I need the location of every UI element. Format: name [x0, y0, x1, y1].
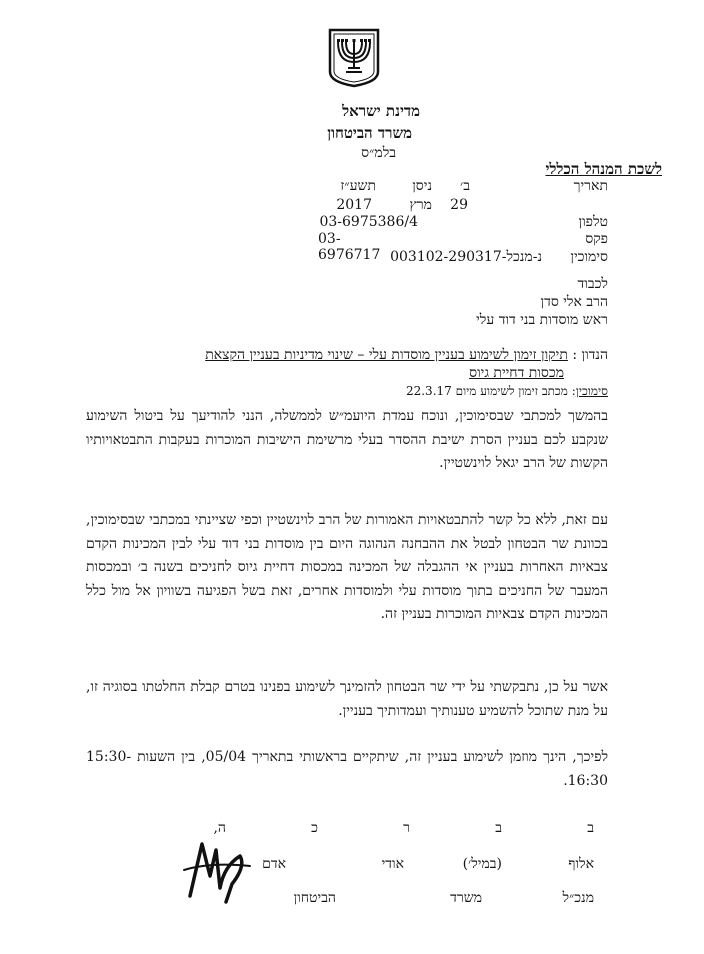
- subject-line-2: [124, 364, 564, 382]
- classification: בלמ״ס: [361, 145, 396, 161]
- signatory-last-name: אדם: [262, 856, 286, 872]
- closing-letter: ה,: [213, 820, 226, 836]
- hebrew-year: תשע״ז: [340, 178, 376, 194]
- subject-text-1: תיקון זימון לשימוע בעניין מוסדות עלי – שינוי מדיניות בעניין הקצאת: [205, 347, 568, 363]
- greg-day: 29: [450, 197, 468, 213]
- subject-reference: [88, 382, 608, 400]
- addressee-to: לכבוד: [577, 276, 608, 292]
- date-label: תאריך: [573, 178, 608, 194]
- greg-month: מרץ: [409, 197, 432, 213]
- reference-value: נ-מנכל-003102-290317: [390, 249, 542, 265]
- closing-letter: ר: [403, 820, 410, 836]
- signatory-rank: אלוף: [568, 856, 594, 872]
- signatory-first-name: אודי: [381, 856, 404, 872]
- state-emblem-icon: [326, 28, 382, 88]
- phone-value: 03-6975386/4: [319, 214, 418, 230]
- closing-letter: ב: [495, 820, 502, 836]
- phone-label: טלפון: [578, 214, 608, 230]
- subject-label: הנדון :: [572, 347, 608, 363]
- office-name: לשכת המנהל הכללי: [545, 160, 662, 178]
- paragraph-4: לפיכך, הינך מוזמן לשימוע בעניין זה, שיתקיים בראשותי בתאריך 05/04, בין השעות 15:30-16:30.: [86, 749, 608, 789]
- closing-letter: ב: [587, 820, 594, 836]
- fax-value: 03-6976717: [318, 231, 381, 263]
- subject-line: [88, 346, 608, 364]
- phone-row: [318, 214, 608, 232]
- subject-text-2: מכסות דחיית גיוס: [469, 365, 564, 381]
- handwritten-signature-icon: [180, 836, 260, 908]
- hebrew-month: ניסן: [412, 178, 432, 194]
- addressee-name: הרב אלי סדן: [540, 294, 608, 310]
- reference-row: [318, 249, 608, 267]
- signatory-reserve: (במיל׳): [462, 856, 502, 872]
- date-row-gregorian: [318, 197, 608, 215]
- subject-ref-text: : מכתב זימון לשימוע מיום 22.3.17: [405, 384, 576, 398]
- fax-label: פקס: [585, 231, 608, 247]
- state-name: מדינת ישראל: [342, 102, 420, 120]
- role-title: מנכ״ל: [562, 890, 594, 906]
- addressee-title: ראש מוסדות בני דוד עלי: [476, 312, 608, 328]
- role-ministry-name: הביטחון: [293, 890, 336, 906]
- reference-label: סימוכין: [570, 249, 608, 265]
- paragraph-2: עם זאת, ללא כל קשר להתבטאויות האמורות של הרב לוינשטיין וכפי שציינתי במכתבי שבסימוכין, בכוונת שר הבטחון לבטל את ההבחנה הנהוגה היום בין מוסדות בני דוד עלי לבין המכינות הקדם צבאיות האחרות בעניין אי ההגבלה של המכינה במכסות דחיית גיוס לחניכים בשנה ב׳ ובמכסות המעבר של החניכים בתוך מוסדות עלי ולמוסדות אחרים, זאת בשל הפגיעה בשוויון אל מול כלל המכינות הקדם צבאיות המוכרות בעניין זה.: [86, 512, 608, 622]
- ministry-name: משרד הביטחון: [327, 124, 412, 142]
- date-row-hebrew: [318, 178, 608, 196]
- subject-ref-label: סימוכין: [575, 384, 608, 398]
- paragraph-1: בהמשך למכתבי שבסימוכין, ונוכח עמדת היועמ״ש לממשלה, הנני להודיעך על ביטול השימוע שנקבע לכם בעניין הסרת ישיבת ההסדר בעלי מרשימת הישיבות המוכרות בעקבות התבטאויותיו הקשות של הרב יגאל לוינשטיין.: [86, 408, 608, 471]
- closing-letter: כ: [311, 820, 318, 836]
- hebrew-day: ב׳: [460, 178, 470, 194]
- greg-year: 2017: [336, 197, 372, 213]
- paragraph-3: אשר על כן, נתבקשתי על ידי שר הבטחון להזמינך לשימוע בפנינו בטרם קבלת החלטתו בסוגיה זו, על מנת שתוכל להשמיע טענותיך ועמדותיך בעניין.: [86, 679, 608, 719]
- role-ministry: משרד: [450, 890, 482, 906]
